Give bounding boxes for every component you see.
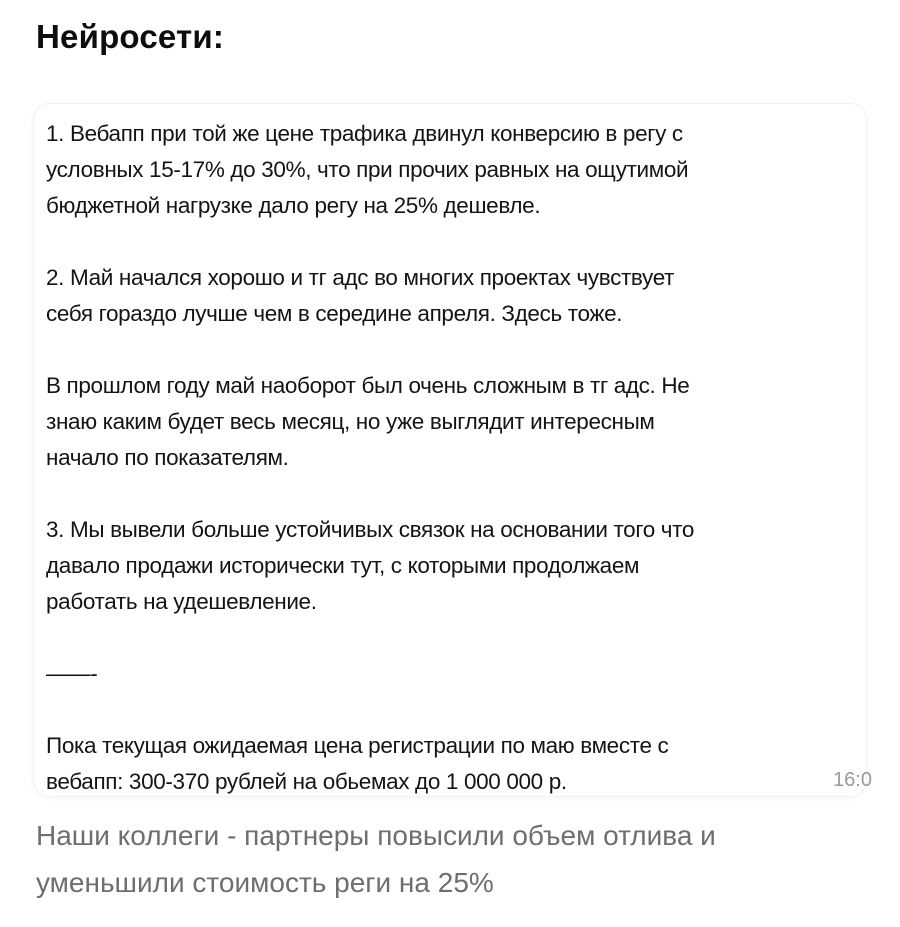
- message-line: 3. Мы вывели больше устойчивых связок на основании того что: [46, 517, 695, 542]
- paragraph-gap: [46, 620, 886, 656]
- message-line: 2. Май начался хорошо и тг адс во многих проектах чувствует: [46, 265, 675, 290]
- paragraph-gap: [46, 224, 886, 260]
- message-line: работать на удешевление.: [46, 589, 317, 614]
- message-line: вебапп: 300-370 рублей на обьемах до 1 000 000 р.: [46, 769, 567, 794]
- paragraph-gap: [46, 692, 886, 728]
- caption-line: уменьшили стоимость реги на 25%: [36, 867, 494, 898]
- post-caption: [36, 812, 876, 906]
- caption-line: Наши коллеги - партнеры повысили объем отлива и: [36, 820, 716, 851]
- message-timestamp: 16:0: [833, 769, 872, 791]
- message-line: бюджетной нагрузке дало регу на 25% дешевле.: [46, 193, 541, 218]
- message-line: условных 15-17% до 30%, что при прочих равных на ощутимой: [46, 157, 689, 182]
- message-divider: ——-: [46, 661, 98, 686]
- page-title: Нейросети:: [36, 18, 225, 55]
- message-line: начало по показателям.: [46, 445, 289, 470]
- message-line: давало продажи исторически тут, с которыми продолжаем: [46, 553, 640, 578]
- paragraph-gap: [46, 332, 886, 368]
- message-text: [46, 116, 886, 800]
- message-line: 1. Вебапп при той же цене трафика двинул конверсию в регу с: [46, 121, 683, 146]
- paragraph-gap: [46, 476, 886, 512]
- message-line: себя гораздо лучше чем в середине апреля. Здесь тоже.: [46, 301, 623, 326]
- message-bubble: [34, 104, 872, 796]
- message-line: В прошлом году май наоборот был очень сложным в тг адс. Не: [46, 373, 690, 398]
- message-line: знаю каким будет весь месяц, но уже выглядит интересным: [46, 409, 655, 434]
- message-line: Пока текущая ожидаемая цена регистрации по маю вместе с: [46, 733, 669, 758]
